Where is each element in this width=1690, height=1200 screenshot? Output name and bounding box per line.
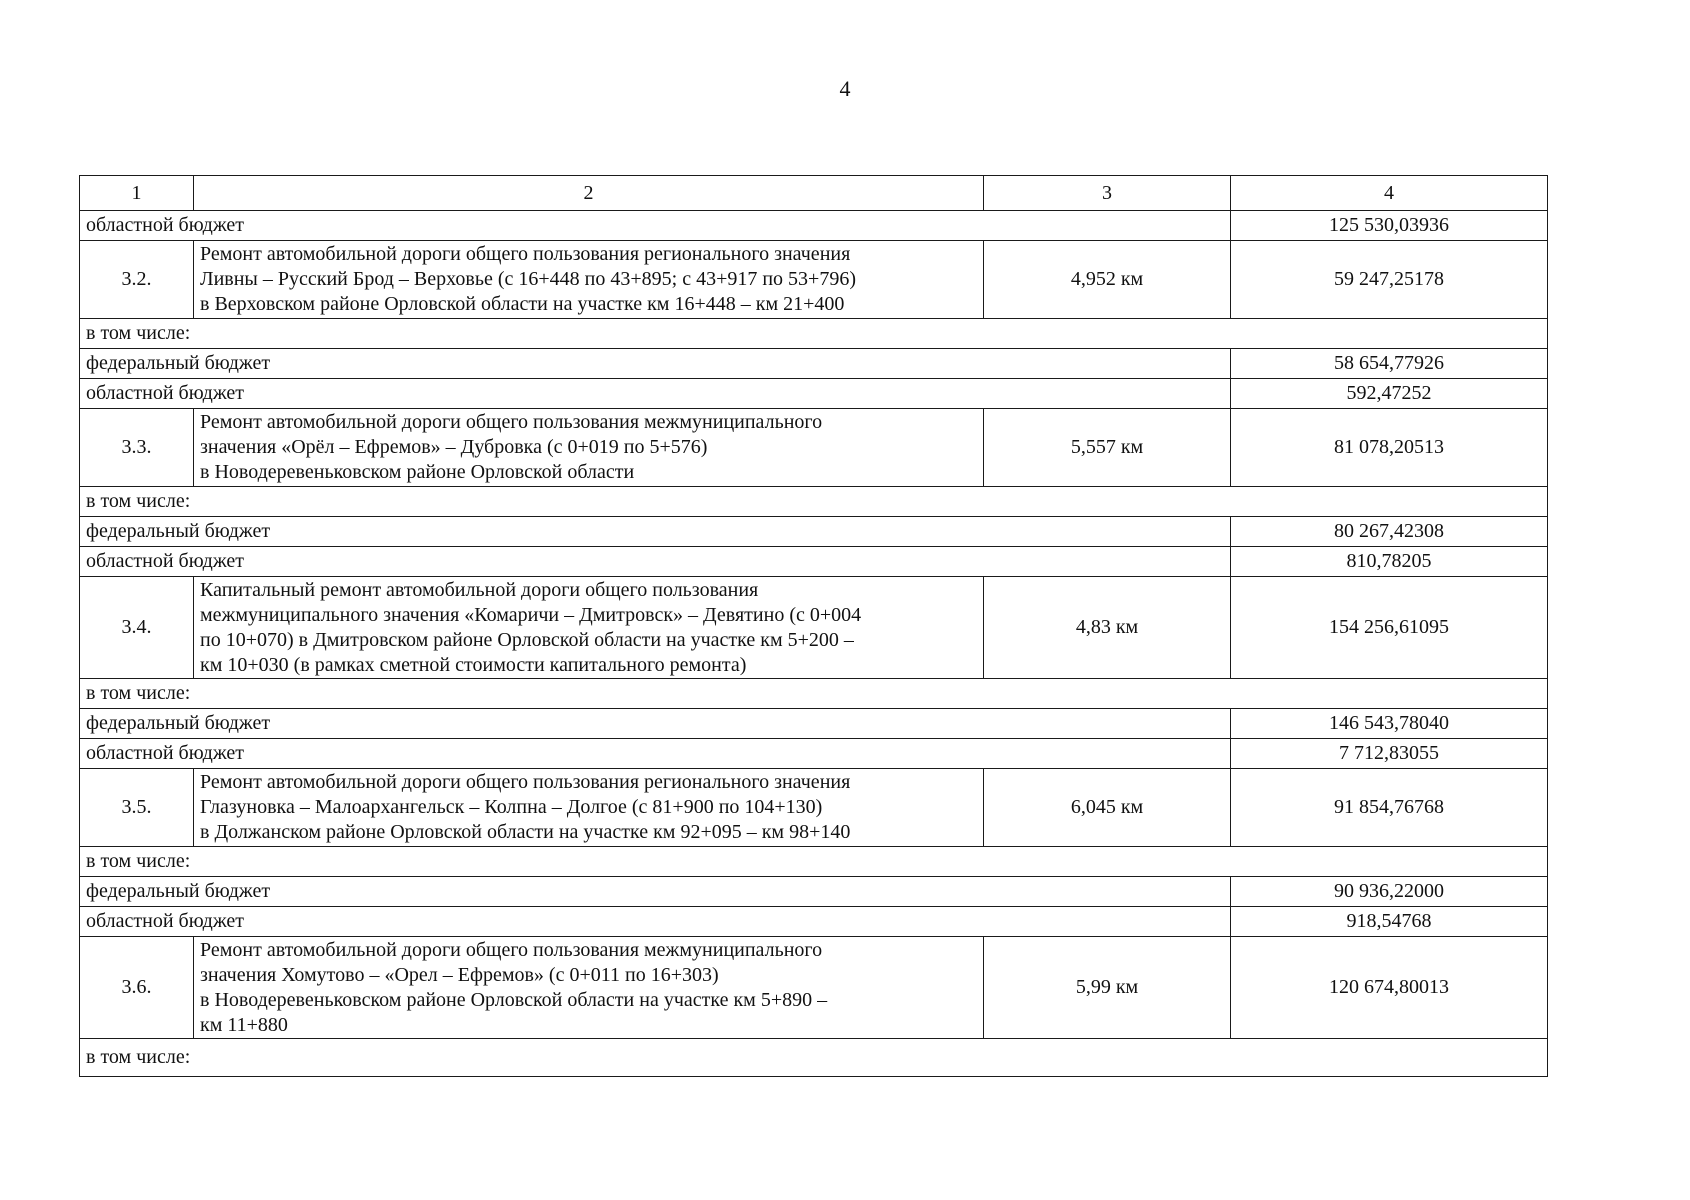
table-row-item [80, 937, 1548, 1039]
table-row-including [80, 679, 1548, 709]
table-row-item [80, 769, 1548, 847]
table-row-budget [80, 349, 1548, 379]
description-line: межмуниципального значения «Комаричи – Дмитровск» – Девятино (с 0+004 [200, 603, 862, 626]
table-row-budget [80, 907, 1548, 937]
item-amount: 120 674,80013 [1231, 937, 1548, 1039]
budget-label: федеральный бюджет [80, 517, 1231, 547]
budget-label: федеральный бюджет [80, 877, 1231, 907]
table-row-budget [80, 739, 1548, 769]
item-number: 3.5. [80, 769, 194, 847]
table-row-item [80, 241, 1548, 319]
budget-label: областной бюджет [80, 379, 1231, 409]
header-cell: 2 [194, 176, 984, 211]
budget-table [79, 175, 1548, 1077]
description-line: в Новодеревеньковском районе Орловской области [200, 461, 635, 483]
budget-label: федеральный бюджет [80, 349, 1231, 379]
description-line: Капитальный ремонт автомобильной дороги общего пользования [200, 578, 759, 601]
item-amount: 154 256,61095 [1231, 577, 1548, 679]
item-length: 6,045 км [984, 769, 1231, 847]
budget-amount: 146 543,78040 [1231, 709, 1548, 739]
budget-amount: 918,54768 [1231, 907, 1548, 937]
table-header-row [80, 176, 1548, 211]
budget-amount: 7 712,83055 [1231, 739, 1548, 769]
description-line: в Новодеревеньковском районе Орловской области на участке км 5+890 – [200, 988, 828, 1011]
including-label: в том числе: [80, 319, 1548, 349]
item-number: 3.2. [80, 241, 194, 319]
item-description [194, 937, 984, 1039]
budget-label: федеральный бюджет [80, 709, 1231, 739]
header-cell: 1 [80, 176, 194, 211]
budget-label: областной бюджет [80, 547, 1231, 577]
table-row-budget [80, 877, 1548, 907]
table-row-budget [80, 211, 1548, 241]
including-label: в том числе: [80, 1039, 1548, 1077]
budget-amount: 592,47252 [1231, 379, 1548, 409]
header-cell: 3 [984, 176, 1231, 211]
table-row-budget [80, 379, 1548, 409]
including-label: в том числе: [80, 847, 1548, 877]
description-line: Ливны – Русский Брод – Верховье (с 16+448 по 43+895; с 43+917 по 53+796) [200, 268, 856, 290]
budget-amount: 125 530,03936 [1231, 211, 1548, 241]
including-label: в том числе: [80, 679, 1548, 709]
table-row-including [80, 487, 1548, 517]
item-number: 3.6. [80, 937, 194, 1039]
item-description [194, 241, 984, 319]
table-row-including [80, 1039, 1548, 1077]
table-row-budget [80, 517, 1548, 547]
budget-label: областной бюджет [80, 739, 1231, 769]
description-line: значения «Орёл – Ефремов» – Дубровка (с 0+019 по 5+576) [200, 436, 708, 458]
budget-label: областной бюджет [80, 907, 1231, 937]
description-line: Ремонт автомобильной дороги общего пользования регионального значения [200, 771, 851, 793]
including-label: в том числе: [80, 487, 1548, 517]
table-row-item [80, 409, 1548, 487]
item-length: 4,952 км [984, 241, 1231, 319]
table-row-item [80, 577, 1548, 679]
item-description [194, 577, 984, 679]
description-line: в Верховском районе Орловской области на участке км 16+448 – км 21+400 [200, 293, 845, 315]
item-amount: 59 247,25178 [1231, 241, 1548, 319]
description-line: Ремонт автомобильной дороги общего пользования регионального значения [200, 243, 851, 265]
header-cell: 4 [1231, 176, 1548, 211]
budget-amount: 80 267,42308 [1231, 517, 1548, 547]
table-row-budget [80, 547, 1548, 577]
description-line: Глазуновка – Малоархангельск – Колпна – Долгое (с 81+900 по 104+130) [200, 796, 823, 818]
description-line: км 10+030 (в рамках сметной стоимости капитального ремонта) [200, 653, 747, 676]
item-length: 5,99 км [984, 937, 1231, 1039]
description-line: в Должанском районе Орловской области на участке км 92+095 – км 98+140 [200, 821, 851, 843]
table-row-budget [80, 709, 1548, 739]
description-line: по 10+070) в Дмитровском районе Орловской области на участке км 5+200 – [200, 628, 854, 651]
item-length: 5,557 км [984, 409, 1231, 487]
table-row-including [80, 319, 1548, 349]
description-line: значения Хомутово – «Орел – Ефремов» (с 0+011 по 16+303) [200, 963, 719, 986]
description-line: км 11+880 [200, 1013, 288, 1036]
item-description [194, 409, 984, 487]
item-length: 4,83 км [984, 577, 1231, 679]
item-amount: 81 078,20513 [1231, 409, 1548, 487]
description-line: Ремонт автомобильной дороги общего пользования межмуниципального [200, 938, 823, 961]
item-number: 3.3. [80, 409, 194, 487]
item-description [194, 769, 984, 847]
budget-amount: 90 936,22000 [1231, 877, 1548, 907]
budget-amount: 810,78205 [1231, 547, 1548, 577]
table-row-including [80, 847, 1548, 877]
budget-label: областной бюджет [80, 211, 1231, 241]
description-line: Ремонт автомобильной дороги общего пользования межмуниципального [200, 411, 823, 433]
budget-amount: 58 654,77926 [1231, 349, 1548, 379]
item-amount: 91 854,76768 [1231, 769, 1548, 847]
page-number: 4 [839, 76, 851, 101]
item-number: 3.4. [80, 577, 194, 679]
